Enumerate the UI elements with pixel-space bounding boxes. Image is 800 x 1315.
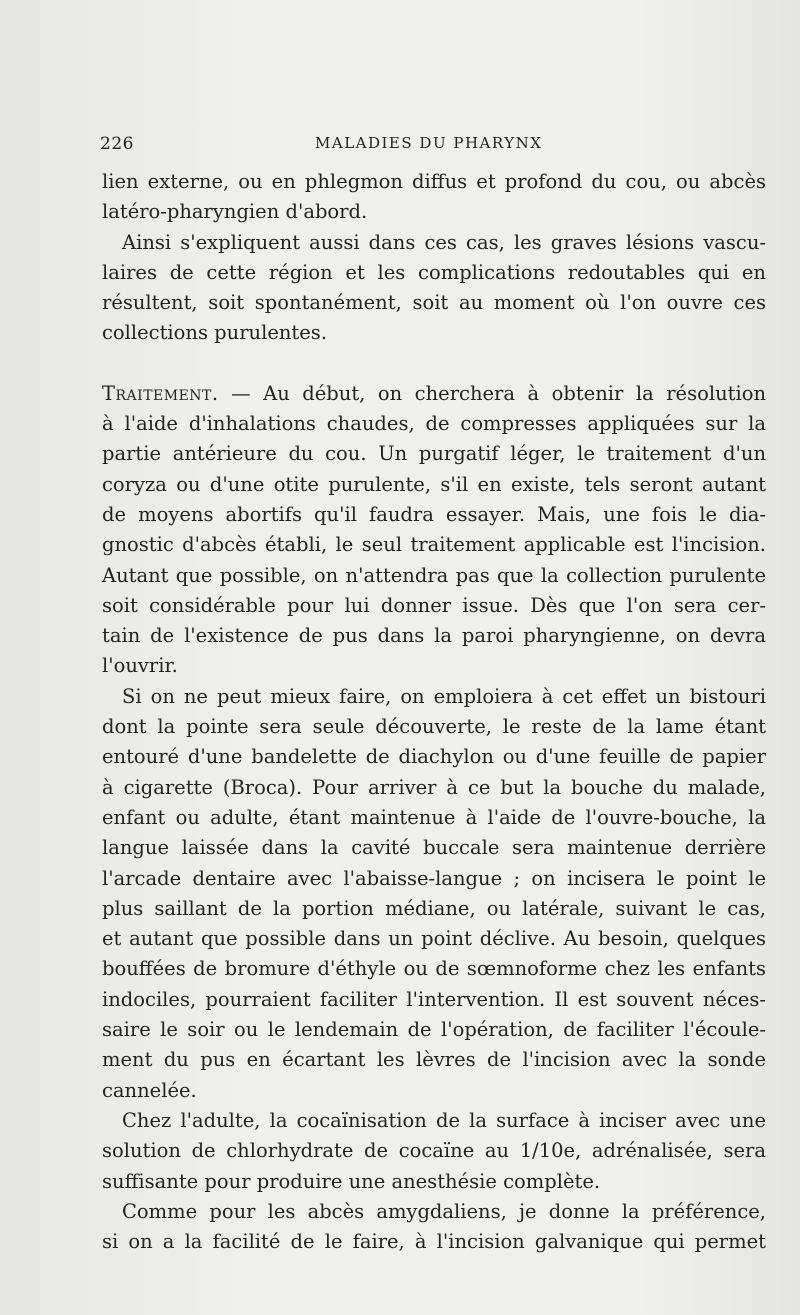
page-body: [102, 167, 766, 1257]
text-line: saire le soir ou le lendemain de l'opération, de faciliter l'écoule-: [102, 1018, 766, 1042]
text-line: Ainsi s'expliquent aussi dans ces cas, les graves lésions vascu-: [122, 230, 766, 254]
page-header: [100, 134, 764, 158]
text-line: Autant que possible, on n'attendra pas que la collection purulente: [102, 563, 766, 587]
text-line: à cigarette (Broca). Pour arriver à ce but la bouche du malade,: [102, 775, 766, 799]
text-line: gnostic d'abcès établi, le seul traitement applicable est l'incision.: [102, 533, 766, 557]
text-line: l'arcade dentaire avec l'abaisse-langue ; on incisera le point le: [102, 866, 766, 890]
text-line: langue laissée dans la cavité buccale sera maintenue derrière: [102, 836, 766, 860]
text-line: à l'aide d'inhalations chaudes, de compresses appliquées sur la: [102, 412, 766, 436]
text-line: résultent, soit spontanément, soit au moment où l'on ouvre ces: [102, 291, 766, 315]
page-number: 226: [100, 134, 134, 154]
text-line: ment du pus en écartant les lèvres de l'incision avec la sonde: [102, 1048, 766, 1072]
text-line: suffisante pour produire une anesthésie complète.: [102, 1169, 601, 1193]
text-line: de moyens abortifs qu'il faudra essayer. Mais, une fois le dia-: [102, 502, 766, 526]
text-line: et autant que possible dans un point déclive. Au besoin, quelques: [102, 927, 766, 951]
text-line: enfant ou adulte, étant maintenue à l'aide de l'ouvre-bouche, la: [102, 805, 766, 829]
text-line: soit considérable pour lui donner issue. Dès que l'on sera cer-: [102, 593, 766, 617]
text-line: plus saillant de la portion médiane, ou latérale, suivant le cas,: [102, 896, 766, 920]
section-gap: [102, 349, 766, 379]
text-line: indociles, pourraient faciliter l'intervention. Il est souvent néces-: [102, 987, 766, 1011]
text-line: laires de cette région et les complications redoutables qui en: [102, 260, 766, 284]
running-head: MALADIES DU PHARYNX: [315, 134, 543, 152]
text-line: tain de l'existence de pus dans la paroi pharyngienne, on devra: [102, 624, 766, 648]
text-line: solution de chlorhydrate de cocaïne au 1/10e, adrénalisée, sera: [102, 1139, 766, 1163]
section-heading: Traitement.: [102, 381, 219, 405]
text-line: cannelée.: [102, 1078, 197, 1102]
text-line: dont la pointe sera seule découverte, le reste de la lame étant: [102, 715, 766, 739]
text-line: coryza ou d'une otite purulente, s'il en existe, tels seront autant: [102, 472, 766, 496]
text-line: latéro-pharyngien d'abord.: [102, 200, 368, 224]
text-line: l'ouvrir.: [102, 654, 178, 678]
text-line: partie antérieure du cou. Un purgatif léger, le traitement d'un: [102, 442, 766, 466]
text-line: lien externe, ou en phlegmon diffus et profond du cou, ou abcès: [102, 170, 766, 193]
text-line: collections purulentes.: [102, 321, 328, 345]
text-line: Comme pour les abcès amygdaliens, je donne la préférence,: [122, 1199, 766, 1223]
text-line: si on a la facilité de le faire, à l'incision galvanique qui permet: [102, 1230, 766, 1254]
text-line: Si on ne peut mieux faire, on emploiera à cet effet un bistouri: [122, 684, 766, 708]
text-line: Traitement. — Au début, on cherchera à obtenir la résolution: [102, 381, 766, 405]
text-line: entouré d'une bandelette de diachylon ou d'une feuille de papier: [102, 745, 766, 769]
text-line: Chez l'adulte, la cocaïnisation de la surface à inciser avec une: [122, 1108, 766, 1132]
text-line: bouffées de bromure d'éthyle ou de sœmnoforme chez les enfants: [102, 957, 766, 981]
